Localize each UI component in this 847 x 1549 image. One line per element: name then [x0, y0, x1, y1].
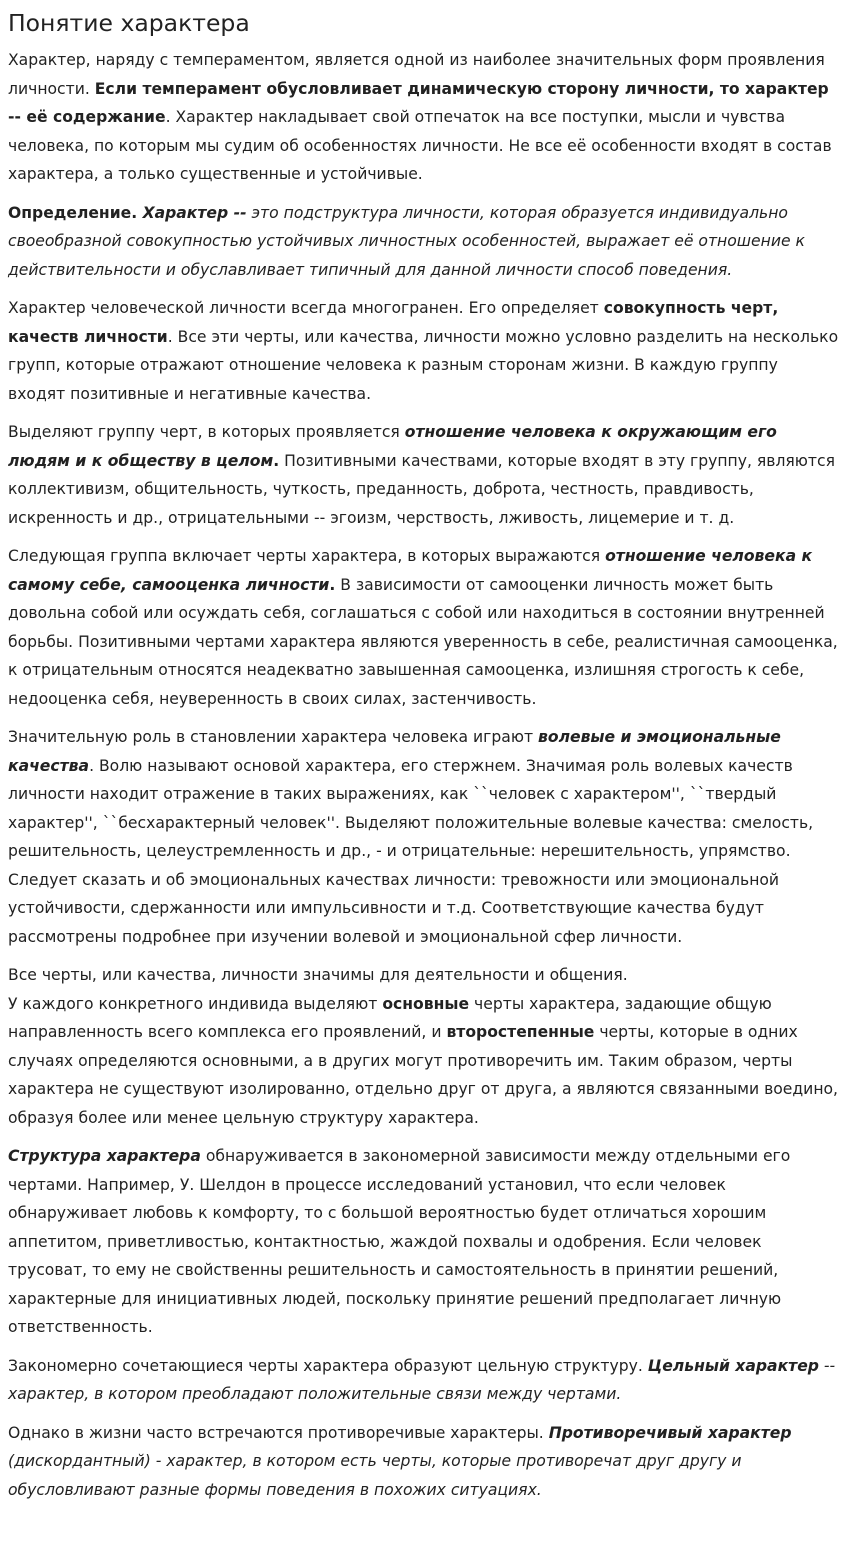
text-span: Выделяют группу черт, в которых проявляется — [8, 423, 405, 441]
bold-italic-span: Структура характера — [8, 1147, 201, 1165]
term — [8, 1147, 201, 1165]
paragraph-all-traits — [8, 961, 839, 990]
bold-span: . — [273, 451, 280, 470]
bold-span: основные — [382, 994, 470, 1013]
paragraph-definition — [8, 199, 839, 285]
paragraph-integral — [8, 1352, 839, 1409]
text-span: . Все эти черты, или качества, личности можно условно разделить на несколько групп, которые отражают отношение человека к разным сторонам жизни. В каждую группу входят позитивные и негативные качества. — [8, 327, 839, 403]
text-span: Все черты, или качества, личности значимы для деятельности и общения. — [8, 966, 628, 984]
bold-span: . — [329, 575, 336, 594]
text-span: Позитивными качествами, которые входят в эту группу, являются коллективизм, общительность, чуткость, преданность, доброта, честность, правдивость, искренность и др., отрицательными -- эгоизм, черствость, лживость, лицемерие и т. д. — [8, 451, 835, 527]
text-span: . Характер накладывает свой отпечаток на все поступки, мысли и чувства человека, по которым мы судим об особенностях личности. Не все её особенности входят в состав характера, а только существенные и устойчивые. — [8, 108, 832, 183]
paragraph-structure — [8, 1142, 839, 1342]
bold-italic-span: волевые и эмоциональные качества — [8, 728, 781, 775]
text-span: Характер человеческой личности всегда многогранен. Его определяет — [8, 299, 604, 317]
bold-span: совокупность черт, качеств личности — [8, 299, 779, 346]
text-span: обнаруживается в закономерной зависимости между отдельными его чертами. Например, У. Шелдон в процессе исследований установил, что если человек обнаруживает любовь к комфорту, то с большой вероятностью будет отличаться хорошим аппетитом, приветливостью, контактностью, жаждой похвалы и одобрения. Если человек трусоват, то ему не свойственны решительность и самостоятельность в принятии решений, характерные для инициативных людей, поскольку принятие решений предполагает личную ответственность. — [8, 1147, 791, 1336]
paragraph-volitional — [8, 723, 839, 951]
bold-span: Если темперамент обусловливает динамическую сторону личности, то характер -- её содержание — [8, 79, 829, 126]
italic-span: (дискордантный) - характер, в котором есть черты, которые противоречат друг другу и обусловливают разные формы поведения в похожих ситуациях. — [8, 1452, 742, 1499]
bold-italic-span: Характер -- — [142, 203, 247, 222]
paragraph-attitude-self — [8, 542, 839, 713]
text-span: Следующая группа включает черты характера, в которых выражаются — [8, 547, 606, 565]
bold-italic-span: Противоречивый характер — [548, 1423, 792, 1442]
term — [143, 204, 247, 222]
text-span: Значительную роль в становлении характера человека играют — [8, 728, 538, 746]
bold-italic-span: отношение человека к самому себе, самооценка личности — [8, 547, 813, 594]
bold-italic-span: отношение человека к окружающим его людям и к обществу в целом — [8, 423, 777, 470]
paragraph-attitude-others — [8, 418, 839, 532]
term — [648, 1357, 819, 1375]
paragraph-contradictory — [8, 1419, 839, 1505]
text-span: В зависимости от самооценки личность может быть довольна собой или осуждать себя, соглашаться с собой или находиться в состоянии внутренней борьбы. Позитивными чертами характера являются уверенность в себе, реалистичная самооценка, к отрицательным относятся неадекватно завышенная самооценка, излишняя строгость к себе, недооценка себя, неуверенность в своих силах, застенчивость. — [8, 575, 838, 708]
text-span: черты характера, задающие общую направленность всего комплекса его проявлений, и — [8, 994, 772, 1041]
text-span: черты, которые в одних случаях определяются основными, а в других могут противоречить им. Таким образом, черты характера не существуют изолированно, отдельно друг от друга, а являются связанными воедино, образуя более или менее цельную структуру характера. — [8, 1023, 839, 1127]
paragraph-traits — [8, 294, 839, 408]
bold-italic-span: Цельный характер — [647, 1356, 819, 1375]
term — [549, 1424, 792, 1442]
text-span: Закономерно сочетающиеся черты характера образуют цельную структуру. — [8, 1356, 648, 1375]
page-title: Понятие характера — [8, 9, 250, 37]
text-span: . Волю называют основой характера, его стержнем. Значимая роль волевых качеств личности находит отражение в таких выражениях, как ``человек с характером'', ``твердый характер'', ``бесхарактерный человек''. Выделяют положительные волевые качества: смелость, решительность, целеустремленность и др., - и отрицательные: нерешительность, упрямство. Следует сказать и об эмоциональных качествах личности: тревожности или эмоциональной устойчивости, сдержанности или импульсивности и т.д. Соответствующие качества будут рассмотрены подробнее при изучении волевой и эмоциональной сфер личности. — [8, 756, 814, 946]
text-span: У каждого конкретного индивида выделяют — [8, 994, 383, 1013]
paragraph-intro — [8, 46, 839, 189]
italic-span: -- характер, в котором преобладают положительные связи между чертами. — [8, 1356, 836, 1403]
paragraph-main-traits — [8, 990, 839, 1133]
text-span: Характер, наряду с темпераментом, является одной из наиболее значительных форм проявления личности. — [8, 51, 825, 98]
bold-span: Определение. — [8, 203, 143, 222]
italic-span: это подструктура личности, которая образуется индивидуально своеобразной совокупностью устойчивых личностных особенностей, выражает её отношение к действительности и обуславливает типичный для данной личности способ поведения. — [8, 203, 805, 279]
bold-span: второстепенные — [446, 1023, 595, 1041]
text-span: Однако в жизни часто встречаются противоречивые характеры. — [8, 1423, 549, 1442]
